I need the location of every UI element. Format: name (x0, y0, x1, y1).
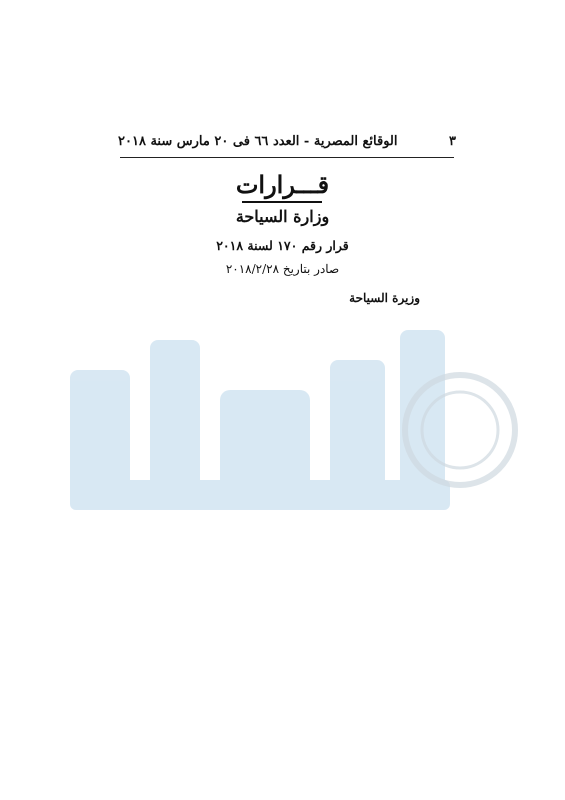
header-divider (120, 157, 454, 158)
watermark-logo-icon (30, 300, 530, 560)
issue-date: صادر بتاريخ ٢٠١٨/٢/٢٨ (225, 262, 340, 276)
section-title: قـــرارات (235, 170, 330, 199)
gazette-issue-line: الوقائع المصرية - العدد ٦٦ فى ٢٠ مارس سنة ٢٠١٨ (118, 134, 398, 149)
ministry-name: وزارة السياحة (235, 207, 330, 226)
running-header (118, 134, 456, 156)
minister-title: وزيرة السياحة (349, 291, 420, 305)
title-underline (242, 201, 322, 203)
decree-number: قرار رقم ١٧٠ لسنة ٢٠١٨ (216, 238, 349, 253)
page-number: ٣ (449, 134, 456, 149)
